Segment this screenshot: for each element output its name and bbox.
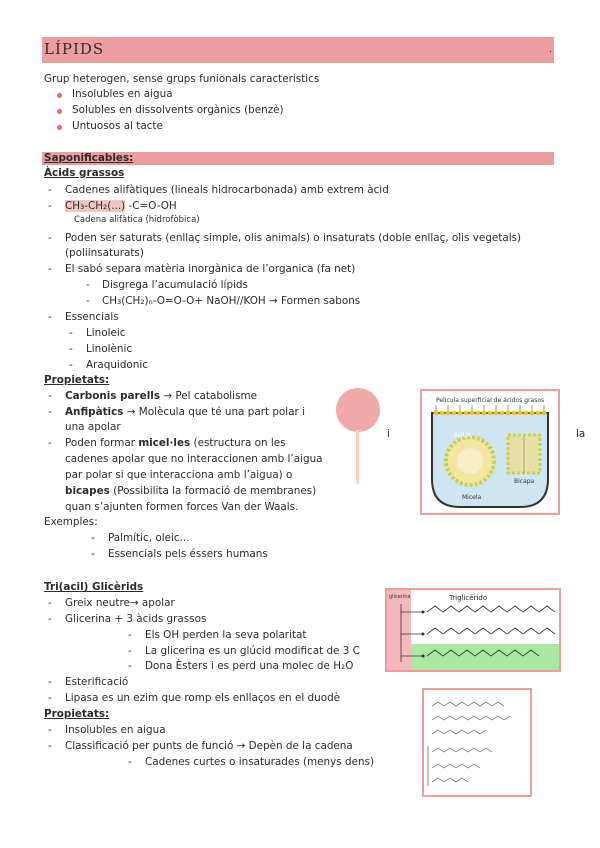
- intro-bullet: Insolubles en aigua: [72, 88, 173, 100]
- micel-line-2: cadenes apolar que no interaccionen amb l’aigua: [65, 453, 323, 465]
- essencial-item: Linolènic: [86, 343, 133, 355]
- triglyceride-illustration: [387, 590, 559, 670]
- list-dash: -: [48, 692, 52, 704]
- intro-text: Grup heterogen, sense grups funionals caracteristics: [44, 73, 320, 85]
- glicerina-text: Glicerina + 3 àcids grassos: [65, 613, 207, 625]
- sabo-sub2: CH₃(CH₂)ₙ-O=O-O+ NaOH//KOH → Formen sabons: [102, 295, 361, 307]
- connector-la: la: [576, 428, 586, 440]
- essencial-item: Araquidonic: [86, 359, 148, 371]
- propietats-heading: Propietats:: [44, 374, 110, 386]
- formula-caption: Cadena alifàtica (hidrofòbica): [74, 215, 200, 225]
- micel-line-4: [65, 485, 316, 499]
- sabo-sub1: Disgrega l’acumulació lípids: [102, 279, 248, 291]
- bicapes-rest: (Possibilita la formació de membranes): [109, 485, 317, 497]
- connector-i: i: [387, 428, 390, 440]
- micelle-illustration: [422, 391, 558, 513]
- list-dash: -: [48, 676, 52, 688]
- anfipatics-bold: Anfipàtics: [65, 406, 124, 418]
- insolubles-text: Insolubles en aigua: [65, 724, 166, 736]
- list-dash: -: [48, 263, 52, 275]
- lipasa-text: Lipasa es un ezim que romp els enllaços en el duodè: [65, 692, 341, 704]
- list-dash: -: [69, 343, 73, 355]
- anfipatics-rest: → Molècula que té una part polar i: [123, 406, 306, 418]
- list-dash: -: [86, 279, 90, 291]
- bullet-dot: [57, 125, 62, 130]
- anfipatics-line-2: una apolar: [65, 421, 121, 433]
- sabo-text: El sabó separa matèria inorgànica de l’organica (fa net): [65, 263, 356, 275]
- propietats2-heading: Propietats:: [44, 708, 110, 720]
- saturats-text: Poden ser saturats (enllaç simple, olis animals) o insaturats (doble enllaç, olis vegetals): [65, 232, 522, 244]
- bicapes-bold: bicapes: [65, 485, 110, 497]
- carbonis-line: [65, 390, 257, 404]
- lipid-tail-decoration: [356, 430, 359, 484]
- list-dash: -: [48, 437, 52, 449]
- list-dash: -: [128, 660, 132, 672]
- acids-heading: Àcids grassos: [44, 167, 125, 179]
- fig1-micela-label: Micela: [462, 494, 482, 501]
- cadenes-text: Cadenes alifàtiques (lineals hidrocarbonada) amb extrem àcid: [65, 184, 389, 196]
- list-dash: -: [69, 359, 73, 371]
- micel-line-3: par polar si que interacciona amb l’aigua) o: [65, 469, 293, 481]
- micelle-figure: [420, 389, 560, 515]
- list-dash: -: [48, 390, 52, 402]
- list-dash: -: [48, 740, 52, 752]
- carbonis-rest: → Pel catabolisme: [160, 390, 257, 402]
- title-band: [42, 37, 554, 63]
- fatty-acid-sketch: [422, 688, 532, 797]
- bullet-dot: [57, 93, 62, 98]
- formula-line: [65, 200, 177, 214]
- list-dash: -: [48, 613, 52, 625]
- trigliceri-heading: Tri(acil) Glicèrids: [44, 581, 144, 593]
- exemple-item: Essencials pels éssers humans: [108, 548, 268, 560]
- micel-line: [65, 437, 286, 451]
- trig-sub2: La glicerina es un glúcid modificat de 3 C: [145, 645, 360, 657]
- triglyceride-figure: [385, 588, 561, 672]
- title-mark: .: [549, 45, 552, 55]
- greix-text: Greix neutre→ apolar: [65, 597, 175, 609]
- formula-rest: -C=O-OH: [125, 200, 177, 212]
- list-dash: -: [48, 597, 52, 609]
- list-dash: -: [128, 756, 132, 768]
- list-dash: -: [48, 200, 52, 212]
- saturats-text-2: (poliinsaturats): [65, 247, 144, 259]
- list-dash: -: [48, 311, 52, 323]
- list-dash: -: [91, 532, 95, 544]
- trig-sub1: Els OH perden la seva polaritat: [145, 629, 307, 641]
- fatty-acid-sketch-drawing: [424, 690, 530, 795]
- list-dash: -: [48, 406, 52, 418]
- exemple-item: Palmític, oleic...: [108, 532, 190, 544]
- list-dash: -: [48, 724, 52, 736]
- bullet-dot: [57, 109, 62, 114]
- fig1-bicapa-label: Bicapa: [514, 478, 535, 485]
- list-dash: -: [69, 327, 73, 339]
- list-dash: -: [48, 184, 52, 196]
- intro-bullet: Untuosos al tacte: [72, 120, 163, 132]
- list-dash: -: [86, 295, 90, 307]
- list-dash: -: [128, 629, 132, 641]
- saponificables-heading: Saponificables:: [44, 152, 134, 164]
- list-dash: -: [48, 232, 52, 244]
- essencials-text: Essencials: [65, 311, 119, 323]
- fig2-glicerina-label: glicerina: [389, 594, 411, 600]
- intro-bullet: Solubles en dissolvents orgànics (benzè): [72, 104, 284, 116]
- classificacio-text: Classificació per punts de funció → Depèn de la cadena: [65, 740, 353, 752]
- exemples-label: Exemples:: [44, 516, 98, 528]
- carbonis-bold: Carbonis parells: [65, 390, 161, 402]
- lipid-head-decoration: [336, 388, 380, 432]
- esterif-text: Esterificació: [65, 676, 129, 688]
- micel-line-5: quan s’ajunten formen forces Van der Waals.: [65, 501, 299, 513]
- page-title: LÍPIDS: [44, 40, 105, 58]
- fig2-title: Triglicérido: [449, 594, 488, 602]
- trig-sub3: Dona Èsters i es perd una molec de H₂O: [145, 660, 354, 672]
- fig1-agua-label: AGUA: [454, 432, 472, 439]
- essencial-item: Linoleic: [86, 327, 126, 339]
- anfipatics-line: [65, 406, 305, 420]
- micel-bold: micel·les: [138, 437, 191, 449]
- micel-text: Poden formar: [65, 437, 139, 449]
- fig1-top-label: Película superficial de ácidos grasos: [436, 397, 545, 404]
- list-dash: -: [91, 548, 95, 560]
- micel-text: (estructura on les: [190, 437, 286, 449]
- cadenes-curtes-text: Cadenes curtes o insaturades (menys dens): [145, 756, 375, 768]
- formula-highlight: CH₃-CH₂(...): [65, 200, 126, 212]
- list-dash: -: [128, 645, 132, 657]
